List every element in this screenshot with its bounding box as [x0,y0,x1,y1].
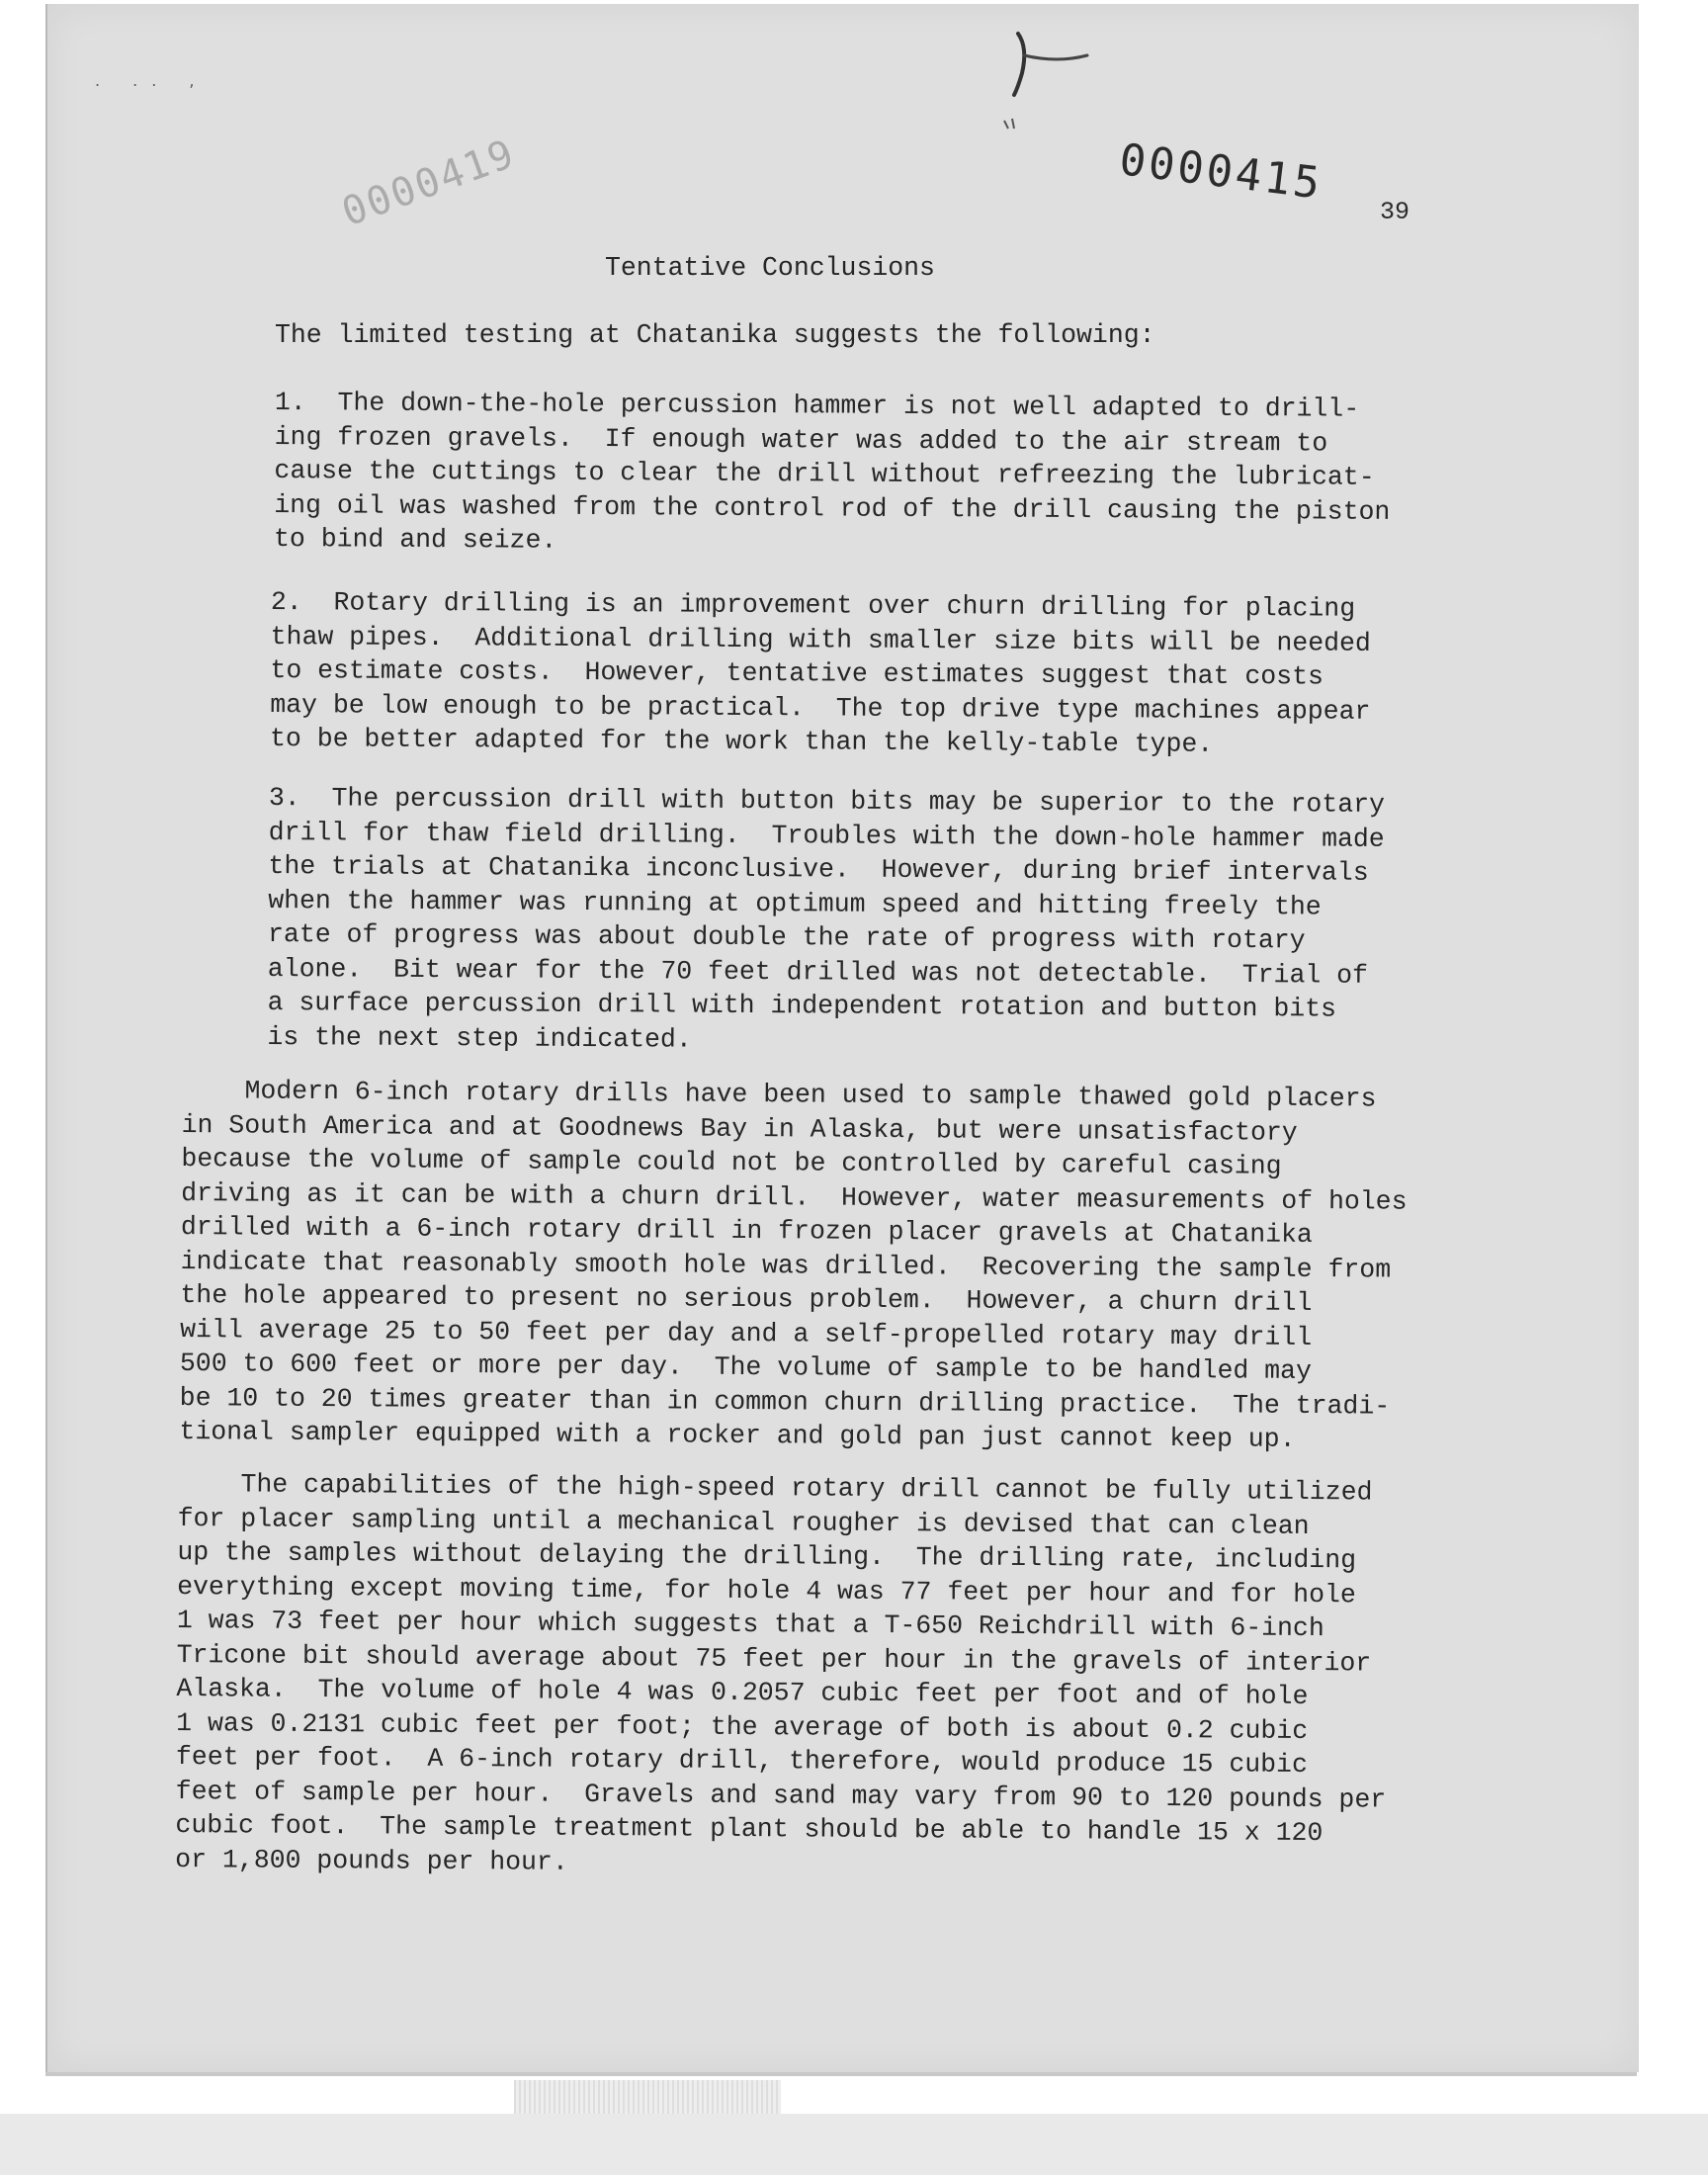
conclusion-item-3: 3. The percussion drill with button bits may be superior to the rotary drill for thaw field drilling. Troubles with the down-hole hammer made the trials at Chatanika inconclusive. However, during brief intervals when the hammer was running at optimum speed and hitting freely the rate of progress was about double the rate of progress with rotary alone. Bit wear for the 70 feet drilled was not detectable. Trial of a surface percussion drill with independent rotation and button bits is the next step indicated. [267,782,1386,1055]
document-stamp-number: 0000415 [1116,134,1325,210]
faint-stamp-number: 0000419 [336,130,522,236]
scan-artifact [514,2080,781,2114]
conclusion-item-1: 1. The down-the-hole percussion hammer is not well adapted to drill- ing frozen gravels. If enough water was added to the air stream to cause the cuttings to clear the drill without refreezing the lubricat- ing oil was washed from the control rod of the drill causing the piston to bind and seize. [273,387,1391,556]
body-paragraph-1: Modern 6-inch rotary drills have been used to sample thawed gold placers in South America and at Goodnews Bay in Alaska, but were unsatisfactory because the volume of sample could not be controlled by careful casing driving as it can be with a churn drill. However, water measurements of holes drilled with a 6-inch rotary drill in frozen placer gravels at Chatanika indicate that reasonably smooth hole was drilled. Recovering the sample from the hole appeared to present no serious problem. However, a churn drill will average 25 to 50 feet per day and a self-propelled rotary may drill 500 to 600 feet or more per day. The volume of sample to be handled may be 10 to 20 times greater than in common churn drilling practice. The tradi- tional sampler equipped with a rocker and gold pan just cannot keep up. [179,1076,1408,1454]
page-title: Tentative Conclusions [605,253,935,283]
body-paragraph-2: The capabilities of the high-speed rotary drill cannot be fully utilized for placer sampling until a mechanical rougher is devised that can clean up the samples without delaying the drilling. The drilling rate, including everything except moving time, for hole 4 was 77 feet per hour and for hole 1 was 73 feet per hour which suggests that a T-650 Reichdrill with 6-inch Tricone bit should average about 75 feet per hour in the gravels of interior Alaska. The volume of hole 4 was 0.2057 cubic feet per foot and of hole 1 was 0.2131 cubic feet per foot; the average of both is about 0.2 cubic feet per foot. A 6-inch rotary drill, therefore, would produce 15 cubic feet of sample per hour. Gravels and sand may vary from 90 to 120 pounds per cubic foot. The sample treatment plant should be able to handle 15 x 120 or 1,800 pounds per hour. [175,1469,1387,1877]
page-edge [45,2072,1637,2076]
corner-marks-decoration: . .. , [95,71,209,90]
conclusion-item-2: 2. Rotary drilling is an improvement over churn drilling for placing thaw pipes. Additional drilling with smaller size bits will be needed to estimate costs. However, tentative estimates suggest that costs may be low enough to be practical. The top drive type machines appear to be better adapted for the work than the kelly-table type. [269,586,1371,759]
intro-sentence: The limited testing at Chatanika suggests the following: [275,320,1155,350]
pen-mark-icon [988,26,1107,134]
page-number: 39 [1380,198,1410,226]
scanner-margin [0,2114,1708,2175]
